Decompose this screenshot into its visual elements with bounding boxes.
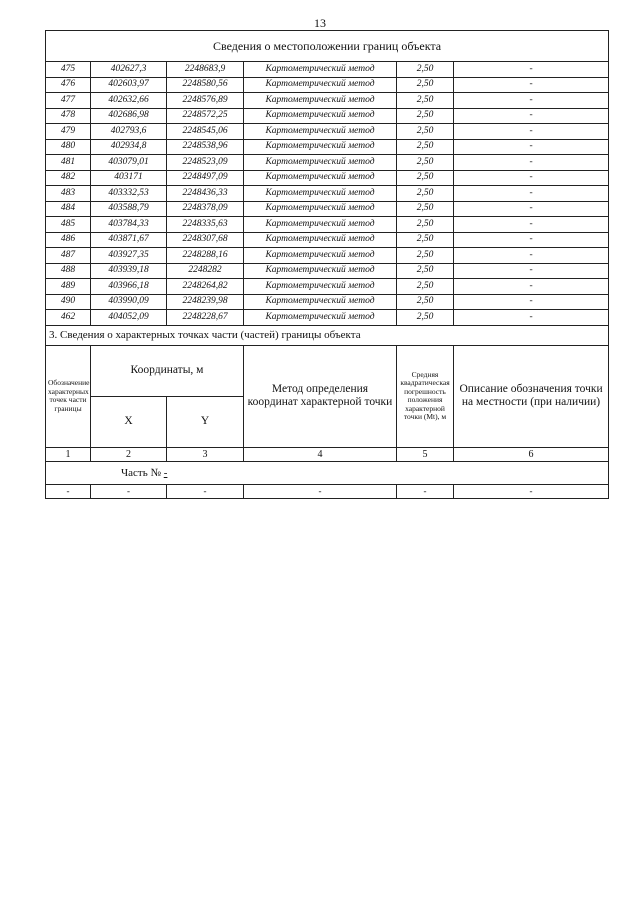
empty-cell: -	[46, 484, 91, 498]
header-accuracy: Средняя квадратическая погрешность положения характерной точки (Mt), м	[397, 345, 454, 447]
description: -	[454, 124, 609, 140]
method: Картометрический метод	[244, 93, 397, 109]
accuracy: 2,50	[397, 124, 454, 140]
coord-y: 2248307,68	[167, 232, 244, 248]
point-number: 482	[46, 170, 91, 186]
part-row	[46, 461, 609, 484]
table-row	[46, 186, 609, 202]
empty-cell: -	[167, 484, 244, 498]
accuracy: 2,50	[397, 77, 454, 93]
point-number: 487	[46, 248, 91, 264]
part-label: Часть №	[121, 466, 161, 479]
method: Картометрический метод	[244, 279, 397, 295]
column-number: 1	[46, 447, 91, 461]
description: -	[454, 93, 609, 109]
point-number: 480	[46, 139, 91, 155]
column-number: 4	[244, 447, 397, 461]
description: -	[454, 155, 609, 171]
description: -	[454, 310, 609, 326]
description: -	[454, 248, 609, 264]
method: Картометрический метод	[244, 263, 397, 279]
accuracy: 2,50	[397, 62, 454, 78]
table-row	[46, 232, 609, 248]
table-row	[46, 248, 609, 264]
empty-row	[46, 484, 609, 498]
coord-y: 2248282	[167, 263, 244, 279]
column-number: 6	[454, 447, 609, 461]
method: Картометрический метод	[244, 62, 397, 78]
coord-x: 403588,79	[91, 201, 167, 217]
coord-y: 2248523,09	[167, 155, 244, 171]
coord-x: 402934,8	[91, 139, 167, 155]
table-row	[46, 124, 609, 140]
column-number: 3	[167, 447, 244, 461]
part-cell	[46, 461, 609, 484]
point-number: 483	[46, 186, 91, 202]
description: -	[454, 108, 609, 124]
coord-y: 2248538,96	[167, 139, 244, 155]
coord-y: 2248436,33	[167, 186, 244, 202]
table-row	[46, 139, 609, 155]
table-row	[46, 155, 609, 171]
coord-x: 403332,53	[91, 186, 167, 202]
method: Картометрический метод	[244, 217, 397, 233]
method: Картометрический метод	[244, 310, 397, 326]
point-number: 462	[46, 310, 91, 326]
table-row	[46, 77, 609, 93]
coord-x: 403871,67	[91, 232, 167, 248]
accuracy: 2,50	[397, 201, 454, 217]
accuracy: 2,50	[397, 232, 454, 248]
coord-y: 2248264,82	[167, 279, 244, 295]
point-number: 479	[46, 124, 91, 140]
empty-cell: -	[244, 484, 397, 498]
accuracy: 2,50	[397, 170, 454, 186]
point-number: 475	[46, 62, 91, 78]
coord-x: 402627,3	[91, 62, 167, 78]
coord-x: 404052,09	[91, 310, 167, 326]
coord-y: 2248580,56	[167, 77, 244, 93]
coord-y: 2248545,06	[167, 124, 244, 140]
accuracy: 2,50	[397, 217, 454, 233]
method: Картометрический метод	[244, 155, 397, 171]
point-number: 481	[46, 155, 91, 171]
table-row	[46, 310, 609, 326]
point-number: 477	[46, 93, 91, 109]
coord-y: 2248228,67	[167, 310, 244, 326]
boundary-table	[45, 30, 609, 499]
table-row	[46, 108, 609, 124]
description: -	[454, 263, 609, 279]
method: Картометрический метод	[244, 139, 397, 155]
header-description: Описание обозначения точки на местности (при наличии)	[454, 345, 609, 447]
accuracy: 2,50	[397, 279, 454, 295]
coord-x: 402686,98	[91, 108, 167, 124]
header-x: X	[91, 396, 167, 447]
table-title-row	[46, 31, 609, 62]
description: -	[454, 62, 609, 78]
table-row	[46, 201, 609, 217]
coord-x: 403966,18	[91, 279, 167, 295]
accuracy: 2,50	[397, 139, 454, 155]
coord-x: 403939,18	[91, 263, 167, 279]
description: -	[454, 139, 609, 155]
part-number: -	[163, 466, 168, 479]
description: -	[454, 186, 609, 202]
coord-x: 403927,35	[91, 248, 167, 264]
table-row	[46, 217, 609, 233]
section3-title-row	[46, 325, 609, 345]
accuracy: 2,50	[397, 310, 454, 326]
column-number: 5	[397, 447, 454, 461]
empty-cell: -	[91, 484, 167, 498]
description: -	[454, 232, 609, 248]
coord-y: 2248572,25	[167, 108, 244, 124]
coord-y: 2248288,16	[167, 248, 244, 264]
coord-x: 403990,09	[91, 294, 167, 310]
method: Картометрический метод	[244, 186, 397, 202]
method: Картометрический метод	[244, 201, 397, 217]
method: Картометрический метод	[244, 77, 397, 93]
method: Картометрический метод	[244, 294, 397, 310]
description: -	[454, 279, 609, 295]
coord-x: 403079,01	[91, 155, 167, 171]
coord-x: 403784,33	[91, 217, 167, 233]
table-row	[46, 170, 609, 186]
point-number: 485	[46, 217, 91, 233]
table-row	[46, 294, 609, 310]
point-number: 489	[46, 279, 91, 295]
section3-header-row-1	[46, 345, 609, 396]
coord-x: 402603,97	[91, 77, 167, 93]
coord-y: 2248335,63	[167, 217, 244, 233]
method: Картометрический метод	[244, 248, 397, 264]
accuracy: 2,50	[397, 294, 454, 310]
description: -	[454, 170, 609, 186]
coord-x: 402632,66	[91, 93, 167, 109]
accuracy: 2,50	[397, 248, 454, 264]
table-title: Сведения о местоположении границ объекта	[46, 31, 609, 62]
description: -	[454, 294, 609, 310]
header-designation: Обозначение характерных точек части границы	[46, 345, 91, 447]
table-row	[46, 93, 609, 109]
section3-title: 3. Сведения о характерных точках части (частей) границы объекта	[46, 325, 609, 345]
point-number: 484	[46, 201, 91, 217]
table-row	[46, 279, 609, 295]
header-y: Y	[167, 396, 244, 447]
table-row	[46, 62, 609, 78]
method: Картометрический метод	[244, 124, 397, 140]
method: Картометрический метод	[244, 108, 397, 124]
point-number: 490	[46, 294, 91, 310]
header-coordinates: Координаты, м	[91, 345, 244, 396]
coord-y: 2248497,09	[167, 170, 244, 186]
empty-cell: -	[454, 484, 609, 498]
point-number: 486	[46, 232, 91, 248]
accuracy: 2,50	[397, 108, 454, 124]
description: -	[454, 77, 609, 93]
point-number: 488	[46, 263, 91, 279]
method: Картометрический метод	[244, 232, 397, 248]
header-method: Метод определения координат характерной точки	[244, 345, 397, 447]
accuracy: 2,50	[397, 263, 454, 279]
coord-y: 2248239,98	[167, 294, 244, 310]
point-number: 476	[46, 77, 91, 93]
column-number: 2	[91, 447, 167, 461]
description: -	[454, 217, 609, 233]
empty-cell: -	[397, 484, 454, 498]
coord-y: 2248378,09	[167, 201, 244, 217]
coord-y: 2248576,89	[167, 93, 244, 109]
coord-x: 402793,6	[91, 124, 167, 140]
description: -	[454, 201, 609, 217]
accuracy: 2,50	[397, 93, 454, 109]
accuracy: 2,50	[397, 155, 454, 171]
coord-x: 403171	[91, 170, 167, 186]
column-numbers-row	[46, 447, 609, 461]
point-number: 478	[46, 108, 91, 124]
page-number: 13	[314, 16, 326, 30]
table-row	[46, 263, 609, 279]
accuracy: 2,50	[397, 186, 454, 202]
coord-y: 2248683,9	[167, 62, 244, 78]
method: Картометрический метод	[244, 170, 397, 186]
